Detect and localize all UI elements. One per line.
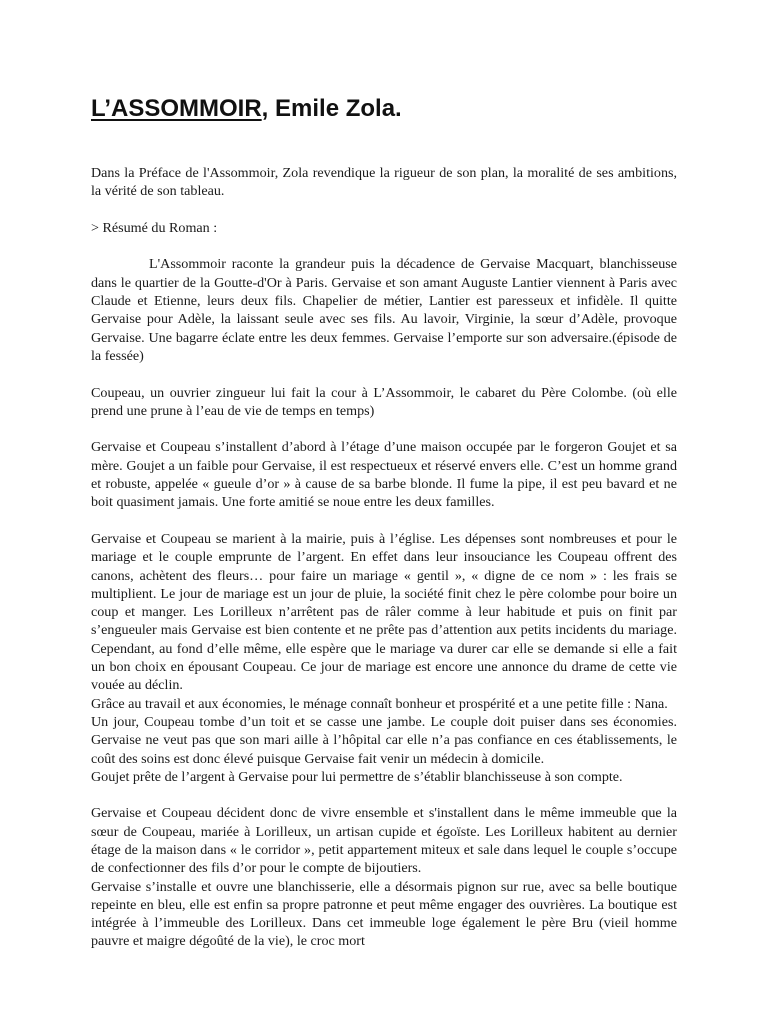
document-body: [91, 164, 677, 951]
paragraph-mariage: Gervaise et Coupeau se marient à la mairie, puis à l’église. Les dépenses sont nombreuses et pour le mariage et le couple emprunte de l’argent. En effet dans leur insouciance les Coupeau offrent des canons, achètent des fleurs… pour faire un mariage « gentil », « digne de ce nom » : les frais se multiplient. Le jour de mariage est un jour de pluie, la société finit chez le père colombe pour boire un coup et manger. Les Lorilleux n’arrêtent pas de râler comme à leur habitude et puis on finit par s’engueuler mais Gervaise est bien contente et ne prête pas d’attention aux petits incidents du mariage. Cependant, au fond d’elle même, elle espère que le mariage va durer car elle se demande si elle a fait un bon choix en épousant Coupeau. Ce jour de mariage est encore une annonce du drame de cette vie vouée au déclin.: [91, 530, 677, 694]
paragraph-accident: Un jour, Coupeau tombe d’un toit et se casse une jambe. Le couple doit puiser dans ses économies. Gervaise ne veut pas que son mari aille à l’hôpital car elle n’a pas confiance en ces établissements, le coût des soins est donc élevé puisque Gervaise fait venir un médecin à domicile.: [91, 713, 677, 767]
paragraph-lorilleux: Gervaise et Coupeau décident donc de vivre ensemble et s'installent dans le même immeuble que la sœur de Coupeau, mariée à Lorilleux, un artisan cupide et égoïste. Les Lorilleux habitent au dernier étage de la maison dans « le corridor », petit appartement miteux et sale dans lequel le couple s’occupe de confectionner des fils d’or pour le compte de bijoutiers.: [91, 805, 677, 877]
paragraph-coupeau: Coupeau, un ouvrier zingueur lui fait la cour à L’Assommoir, le cabaret du Père Colombe. (où elle prend une prune à l’eau de vie de temps en temps): [91, 384, 677, 419]
document-title: [91, 94, 402, 124]
title-author: , Emile Zola.: [261, 95, 402, 122]
paragraph-goujet: Gervaise et Coupeau s’installent d’abord à l’étage d’une maison occupée par le forgeron Goujet et sa mère. Goujet a un faible pour Gervaise, il est respectueux et réservé envers elle. C’est un homme grand et robuste, appelée « gueule d’or » à cause de sa barbe blonde. Il fume la pipe, il est peu bavard et ne boit quasiment jamais. Une forte amitié se noue entre les deux familles.: [91, 439, 677, 511]
paragraph-intro: L'Assommoir raconte la grandeur puis la décadence de Gervaise Macquart, blanchisseuse dans le quartier de la Goutte-d'Or à Paris. Gervaise et son amant Auguste Lantier viennent à Paris avec Claude et Etienne, leurs deux fils. Chapelier de métier, Lantier est paresseux et infidèle. Il quitte Gervaise pour Adèle, la laissant seule avec ses fils. Au lavoir, Virginie, la sœur d’Adèle, provoque Gervaise. Une bagarre éclate entre les deux femmes. Gervaise l’emporte sur son adversaire.(épisode de la fessée): [91, 256, 677, 364]
paragraph-summary-heading: > Résumé du Roman :: [91, 219, 218, 236]
title-work: L’ASSOMMOIR: [91, 95, 262, 122]
paragraph-pret: Goujet prête de l’argent à Gervaise pour lui permettre de s’établir blanchisseuse à son compte.: [91, 768, 623, 785]
paragraph-nana: Grâce au travail et aux économies, le ménage connaît bonheur et prospérité et a une petite fille : Nana.: [91, 695, 668, 712]
paragraph-blanchisserie: Gervaise s’installe et ouvre une blanchisserie, elle a désormais pignon sur rue, avec sa belle boutique repeinte en bleu, elle est enfin sa propre patronne et peut même engager des ouvrières. La boutique est intégrée à l’immeuble des Lorilleux. Dans cet immeuble loge également le père Bru (vieil homme pauvre et maigre dégoûté de la vie), le croc mort: [91, 878, 677, 950]
paragraph-preface: Dans la Préface de l'Assommoir, Zola revendique la rigueur de son plan, la moralité de ses ambitions, la vérité de son tableau.: [91, 165, 677, 200]
